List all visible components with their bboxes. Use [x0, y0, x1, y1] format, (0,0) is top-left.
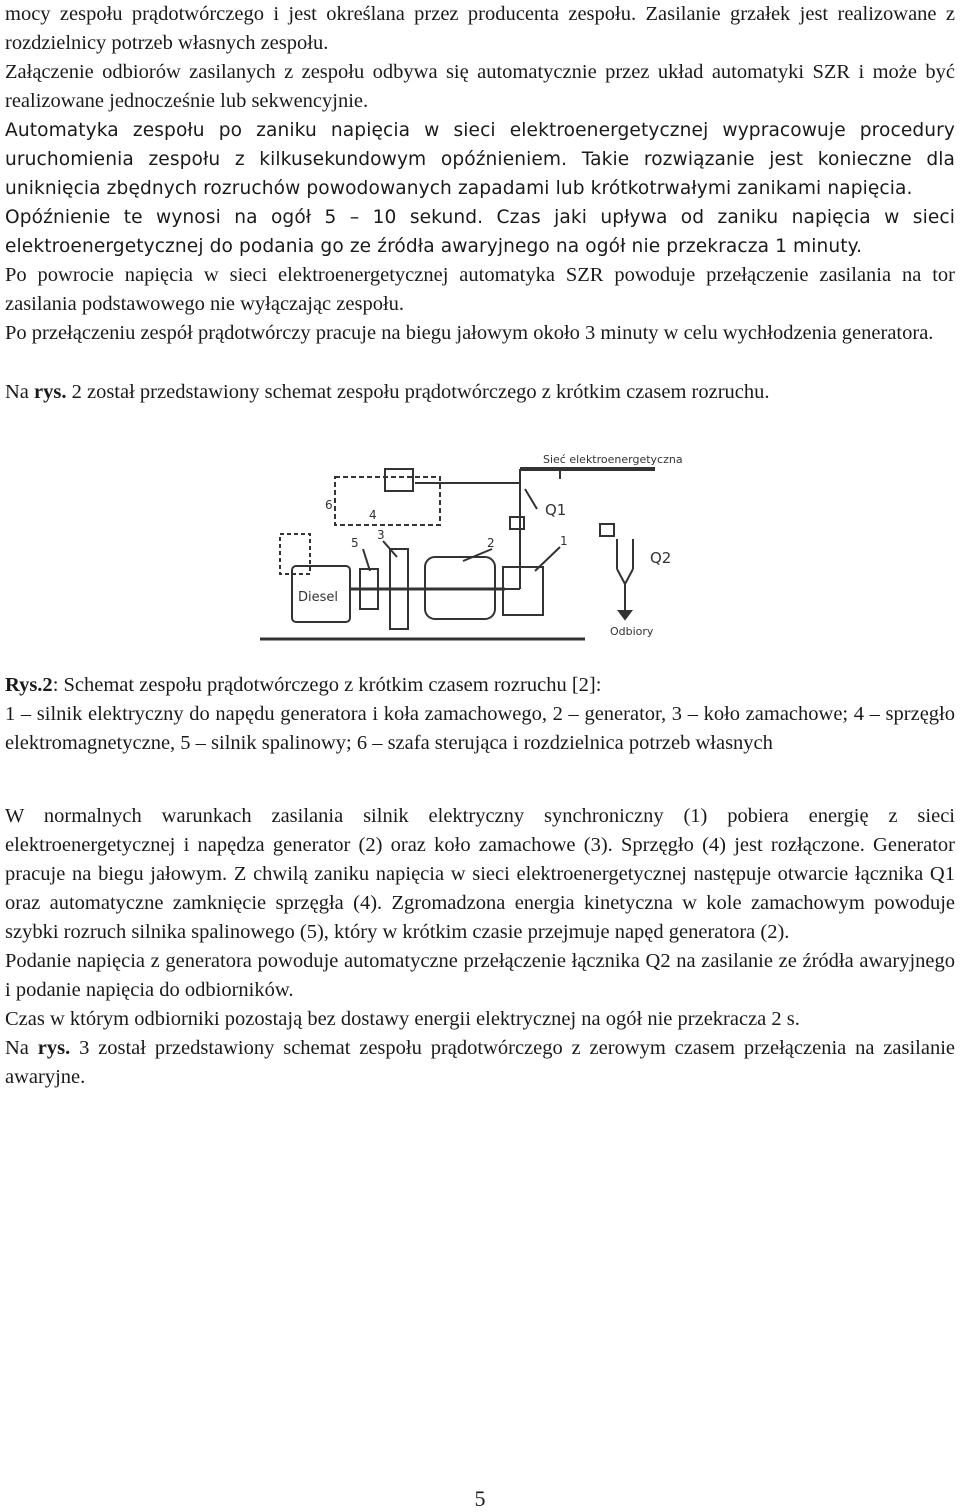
diesel-label: Diesel	[298, 590, 339, 605]
label-3: 3	[377, 528, 385, 542]
label-2: 2	[487, 536, 495, 550]
delay-text: Opóźnienie te wynosi na ogół 5 – 10 sekund. Czas jaki upływa od zaniku napięcia w sieci elektroenergetycznej do podania go ze źródła awaryjnego na ogół nie przekracza 1 minuty.	[5, 207, 955, 257]
label-5: 5	[351, 536, 359, 550]
figure-schematic	[5, 439, 955, 671]
control-cabinet	[335, 477, 440, 525]
figure-ref: rys.	[34, 381, 67, 403]
closing-ref: rys.	[37, 1037, 71, 1059]
q2-label: Q2	[650, 549, 672, 567]
paragraph-cooldown: Po przełączeniu zespół prądotwórczy pracuje na biegu jałowym około 3 minuty w celu wychłodzenia generatora.	[5, 322, 934, 344]
figure-caption	[5, 671, 955, 700]
label-1: 1	[560, 534, 568, 548]
schematic-drawing	[5, 439, 955, 671]
cabinet-device	[385, 469, 413, 491]
caption-title-bold: Rys.2	[5, 674, 53, 696]
figure-caption-body: 1 – silnik elektryczny do napędu generatora i koła zamachowego, 2 – generator, 3 – koło zamachowe; 4 – sprzęgło elektromagnetyczne, 5 – silnik spalinowy; 6 – szafa sterująca i rozdzielnica potrzeb własnych	[5, 703, 955, 754]
grid-label: Sieć elektroenergetyczna	[543, 453, 683, 466]
electric-motor	[503, 567, 543, 615]
q1-switch	[525, 489, 537, 509]
q2-switch	[617, 569, 625, 584]
label-6: 6	[325, 498, 333, 512]
paragraph-closing: Na rys. 3 został przedstawiony schemat zespołu prądotwórczego z zerowym czasem przełączenia na zasilanie awaryjne.	[5, 1037, 955, 1088]
document-page	[5, 0, 955, 1092]
loads-label: Odbiory	[610, 625, 654, 638]
loads-arrow	[619, 611, 631, 619]
paragraph-normal-conditions: W normalnych warunkach zasilania silnik elektryczny synchroniczny (1) pobiera energię z sieci elektroenergetycznej i napędza generator (2) oraz koło zamachowe (3). Sprzęgło (4) jest rozłączone. Generator pracuje na biegu jałowym. Z chwilą zaniku napięcia w sieci elektroenergetycznej następuje otwarcie łącznika Q1 oraz automatyczne zamknięcie sprzęgła (4). Zgromadzona energia kinetyczna w kole zamachowym powoduje szybki rozruch silnika spalinowego (5), który w krótkim czasie przejmuje napęd generatora (2).	[5, 805, 955, 943]
label-4: 4	[369, 508, 377, 522]
paragraph-continuation: mocy zespołu prądotwórczego i jest określana przez producenta zespołu. Zasilanie grzałek jest realizowane z rozdzielnicy potrzeb własnych zespołu.	[5, 3, 955, 54]
paragraph-q2: Podanie napięcia z generatora powoduje automatyczne przełączenie łącznika Q2 na zasilanie ze źródła awaryjnego i podanie napięcia do odbiorników.	[5, 950, 955, 1001]
q1-label: Q1	[545, 501, 567, 519]
paragraph-time: Czas w którym odbiorniki pozostają bez dostawy energii elektrycznej na ogół nie przekracza 2 s.	[5, 1008, 800, 1030]
paragraph-return: Po powrocie napięcia w sieci elektroenergetycznej automatyka SZR powoduje przełączenie zasilania na tor zasilania podstawowego nie wyłączając zespołu.	[5, 264, 955, 315]
paragraph-delay	[5, 203, 955, 261]
paragraph-automation: Automatyka zespołu po zaniku napięcia w sieci elektroenergetycznej wypracowuje procedury uruchomienia zespołu z kilkusekundowym opóźnieniem. Takie rozwiązanie jest konieczne dla uniknięcia zbędnych rozruchów powodowanych zapadami lub krótkotrwałymi zanikami napięcia.	[5, 120, 955, 199]
page-number: 5	[474, 1486, 486, 1511]
caption-title: : Schemat zespołu prądotwórczego z krótkim czasem rozruchu [2]:	[52, 674, 602, 696]
paragraph-szr: Załączenie odbiorów zasilanych z zespołu odbywa się automatycznie przez układ automatyki SZR i może być realizowane jednocześnie lub sekwencyjnie.	[5, 61, 955, 112]
figure-intro: Na rys. 2 został przedstawiony schemat zespołu prądotwórczego z krótkim czasem rozruchu.	[5, 381, 770, 403]
